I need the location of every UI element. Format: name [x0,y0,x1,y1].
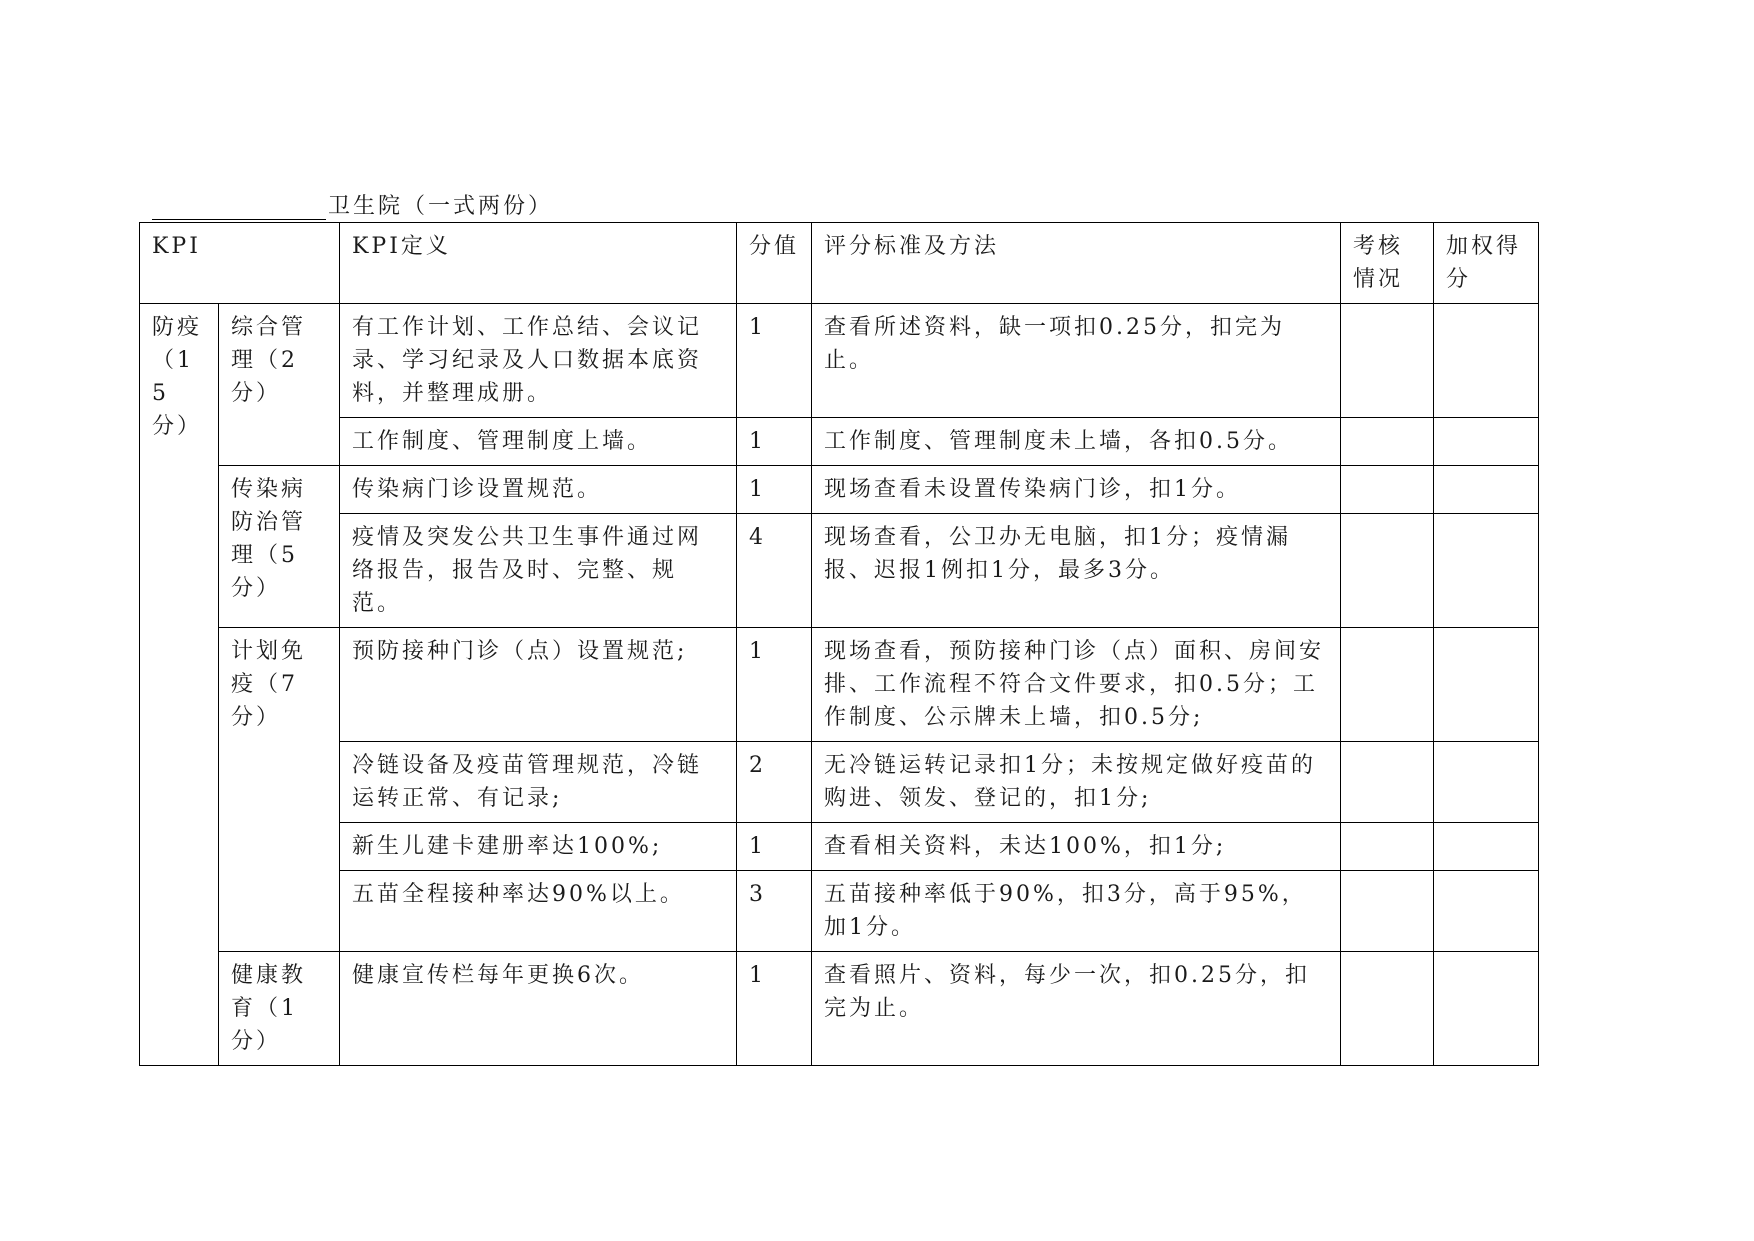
criteria-cell: 无冷链运转记录扣1分；未按规定做好疫苗的购进、领发、登记的，扣1分; [812,742,1341,823]
assessment-cell[interactable] [1341,871,1434,952]
weighted-score-cell[interactable] [1434,823,1539,871]
weighted-score-cell[interactable] [1434,514,1539,628]
weighted-score-cell[interactable] [1434,418,1539,466]
weighted-score-cell[interactable] [1434,952,1539,1066]
header-score: 分值 [737,223,812,304]
table-row [140,628,1539,742]
criteria-cell: 查看所述资料，缺一项扣0.25分，扣完为止。 [812,304,1341,418]
weighted-score-cell[interactable] [1434,304,1539,418]
definition-cell: 预防接种门诊（点）设置规范; [340,628,737,742]
table-row [140,871,1539,952]
weighted-score-cell[interactable] [1434,871,1539,952]
assessment-cell[interactable] [1341,514,1434,628]
assessment-cell[interactable] [1341,304,1434,418]
assessment-cell[interactable] [1341,823,1434,871]
score-cell: 2 [737,742,812,823]
definition-cell: 传染病门诊设置规范。 [340,466,737,514]
table-row [140,418,1539,466]
weighted-score-cell[interactable] [1434,742,1539,823]
definition-cell: 疫情及突发公共卫生事件通过网络报告，报告及时、完整、规范。 [340,514,737,628]
definition-cell: 新生儿建卡建册率达100%; [340,823,737,871]
criteria-cell: 现场查看，公卫办无电脑，扣1分；疫情漏报、迟报1例扣1分，最多3分。 [812,514,1341,628]
criteria-cell: 现场查看未设置传染病门诊，扣1分。 [812,466,1341,514]
criteria-cell: 查看照片、资料，每少一次，扣0.25分，扣完为止。 [812,952,1341,1066]
group-cell: 计划免疫（7分） [219,628,340,952]
score-cell: 1 [737,418,812,466]
assessment-cell[interactable] [1341,466,1434,514]
criteria-cell: 现场查看，预防接种门诊（点）面积、房间安排、工作流程不符合文件要求，扣0.5分；工作制度、公示牌未上墙，扣0.5分; [812,628,1341,742]
score-cell: 1 [737,823,812,871]
group-cell: 健康教育（1分） [219,952,340,1066]
category-cell: 防疫（15分） [140,304,219,1066]
definition-cell: 有工作计划、工作总结、会议记录、学习纪录及人口数据本底资料，并整理成册。 [340,304,737,418]
weighted-score-cell[interactable] [1434,628,1539,742]
table-row [140,823,1539,871]
score-cell: 1 [737,628,812,742]
score-cell: 3 [737,871,812,952]
criteria-cell: 查看相关资料，未达100%，扣1分; [812,823,1341,871]
assessment-cell[interactable] [1341,742,1434,823]
page-heading [152,190,553,220]
header-weighted-score: 加权得分 [1434,223,1539,304]
assessment-cell[interactable] [1341,418,1434,466]
definition-cell: 工作制度、管理制度上墙。 [340,418,737,466]
table-row [140,466,1539,514]
table-row [140,952,1539,1066]
kpi-table [139,222,1539,1066]
table-row [140,304,1539,418]
score-cell: 1 [737,952,812,1066]
group-cell: 传染病防治管理（5分） [219,466,340,628]
header-criteria: 评分标准及方法 [812,223,1341,304]
definition-cell: 五苗全程接种率达90%以上。 [340,871,737,952]
table-row [140,742,1539,823]
assessment-cell[interactable] [1341,628,1434,742]
assessment-cell[interactable] [1341,952,1434,1066]
header-row [140,223,1539,304]
header-definition: KPI定义 [340,223,737,304]
definition-cell: 冷链设备及疫苗管理规范，冷链运转正常、有记录; [340,742,737,823]
table-row [140,514,1539,628]
header-assessment: 考核情况 [1341,223,1434,304]
group-cell: 综合管理（2分） [219,304,340,466]
criteria-cell: 五苗接种率低于90%，扣3分，高于95%，加1分。 [812,871,1341,952]
institution-name-blank[interactable] [152,195,326,220]
score-cell: 1 [737,466,812,514]
header-kpi: KPI [140,223,340,304]
score-cell: 4 [737,514,812,628]
weighted-score-cell[interactable] [1434,466,1539,514]
criteria-cell: 工作制度、管理制度未上墙，各扣0.5分。 [812,418,1341,466]
score-cell: 1 [737,304,812,418]
definition-cell: 健康宣传栏每年更换6次。 [340,952,737,1066]
heading-suffix: 卫生院（一式两份） [328,194,554,219]
